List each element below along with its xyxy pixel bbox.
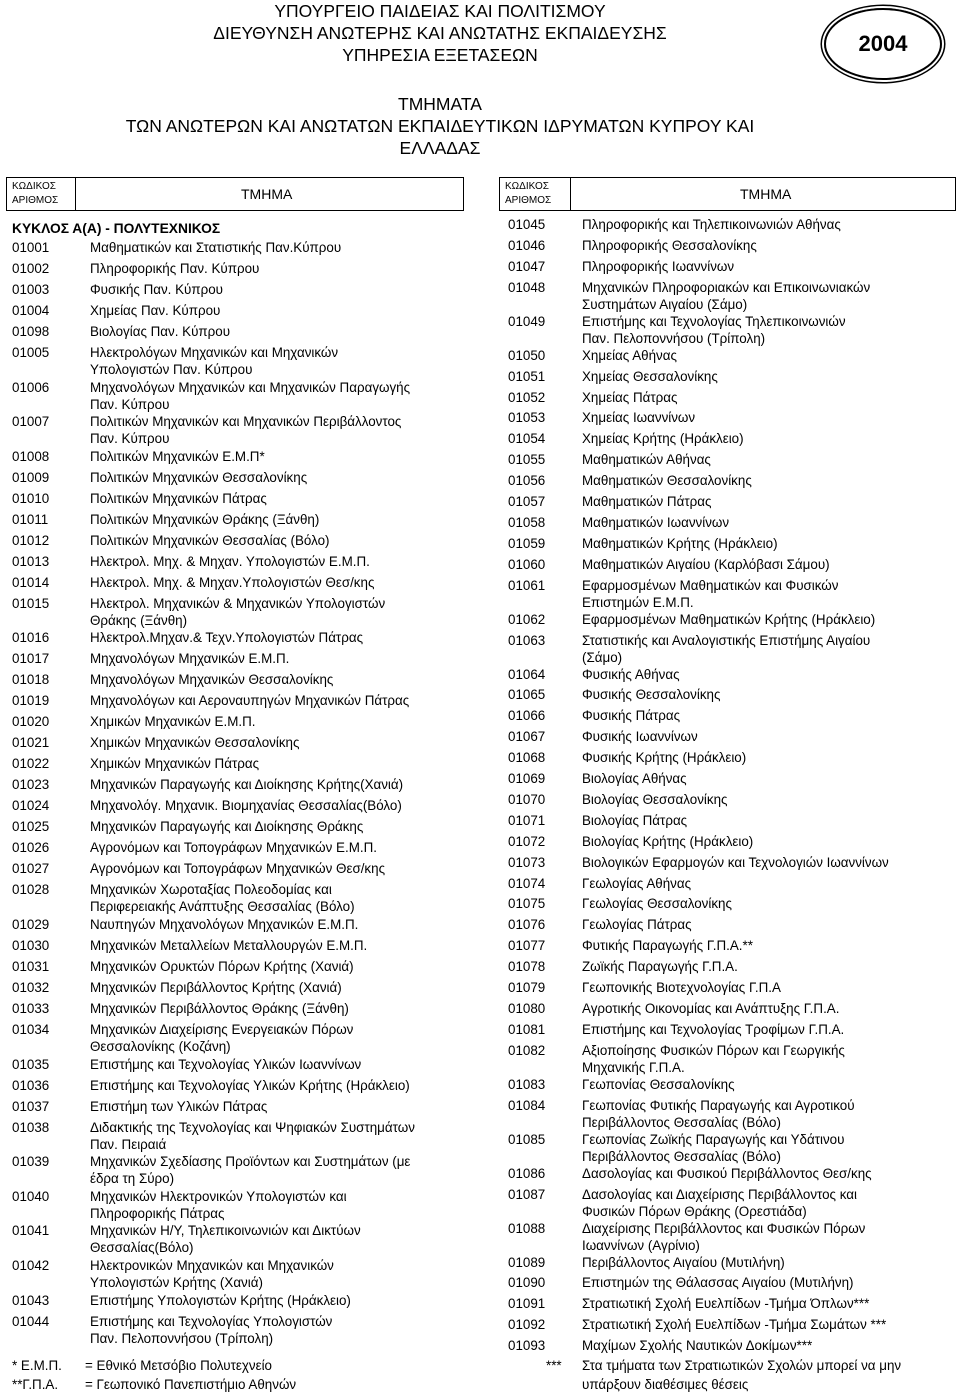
department-code: 01035 bbox=[12, 1056, 50, 1072]
department-code: 01079 bbox=[508, 980, 546, 995]
department-code: 01058 bbox=[508, 514, 546, 530]
department-name: Μηχανολόγ. Μηχανικ. Βιομηχανίας Θεσσαλίας(Βόλο) bbox=[90, 798, 402, 814]
department-name: Μηχανικών Πληροφοριακών και Επικοινωνιακών Συστημάτων Αιγαίου (Σάμο) bbox=[582, 279, 871, 312]
department-code: 01009 bbox=[12, 469, 50, 485]
service-line: ΥΠΗΡΕΣΙΑ ΕΞΕΤΑΣΕΩΝ bbox=[342, 45, 538, 65]
department-name: Γεωλογίας Θεσσαλονίκης bbox=[582, 896, 732, 912]
department-name: Αγρονόμων και Τοπογράφων Μηχανικών Ε.Μ.Π. bbox=[90, 840, 377, 856]
department-code: 01032 bbox=[12, 980, 50, 995]
department-name: Πολιτικών Μηχανικών και Μηχανικών Περιβάλλοντος Παν. Κύπρου bbox=[90, 414, 402, 447]
department-code: 01048 bbox=[508, 279, 546, 295]
department-name: Πληροφορικής Παν. Κύπρου bbox=[90, 261, 260, 276]
department-name: Βιολογίας Αθήνας bbox=[582, 771, 687, 786]
department-code: 01031 bbox=[12, 959, 50, 974]
department-name: Πολιτικών Μηχανικών Θράκης (Ξάνθη) bbox=[90, 511, 320, 527]
department-code: 01082 bbox=[508, 1042, 546, 1058]
department-name: Δασολογίας και Φυσικού Περιβάλλοντος Θεσ/κης bbox=[582, 1165, 872, 1181]
title-line-3: ΕΛΛΑΔΑΣ bbox=[399, 138, 481, 158]
department-name: Ηλεκτρολ. Μηχ. & Μηχαν. Υπολογιστών Ε.Μ.Π. bbox=[90, 553, 370, 569]
department-name: Πολιτικών Μηχανικών Πάτρας bbox=[90, 490, 267, 506]
department-code: 01059 bbox=[508, 535, 546, 551]
department-name: Πληροφορικής Θεσσαλονίκης bbox=[582, 237, 757, 253]
department-name: Χημείας Πάτρας bbox=[582, 389, 678, 405]
department-code: 01086 bbox=[508, 1165, 546, 1181]
department-code: 01002 bbox=[12, 261, 50, 276]
left-table-header bbox=[6, 177, 464, 211]
department-code: 01074 bbox=[508, 875, 546, 891]
department-name: Μηχανολόγων και Αεροναυπηγών Μηχανικών Πάτρας bbox=[90, 693, 410, 709]
department-code: 01060 bbox=[508, 556, 546, 572]
department-code: 01001 bbox=[12, 240, 50, 255]
department-name: Στρατιωτική Σχολή Ευελπίδων -Τμήμα Σωμάτων *** bbox=[582, 1317, 887, 1333]
department-code: 01011 bbox=[12, 511, 49, 527]
department-name: Μηχανικών Διαχείρισης Ενεργειακών Πόρων Θεσσαλονίκης (Κοζάνη) bbox=[90, 1022, 354, 1054]
department-code: 01016 bbox=[12, 630, 50, 646]
department-name: Ηλεκτρονικών Μηχανικών και Μηχανικών Υπολογιστών Κρήτης (Χανιά) bbox=[90, 1258, 334, 1290]
title-line-1: ΤΜΗΜΑΤΑ bbox=[398, 94, 482, 114]
department-code: 01040 bbox=[12, 1188, 50, 1204]
department-name: Χημικών Μηχανικών Θεσσαλονίκης bbox=[90, 735, 300, 751]
department-code: 01046 bbox=[508, 237, 546, 253]
department-name: Φυσικής Αθήνας bbox=[582, 666, 680, 682]
footnote-military-mark: *** bbox=[546, 1358, 562, 1373]
department-code: 01004 bbox=[12, 303, 50, 318]
department-name: Χημείας Αθήνας bbox=[582, 347, 677, 363]
department-name: Εφαρμοσμένων Μαθηματικών Κρήτης (Ηράκλειο) bbox=[582, 611, 876, 627]
department-code: 01091 bbox=[508, 1296, 546, 1312]
title-line-2: ΤΩΝ ΑΝΩΤΕΡΩΝ ΚΑΙ ΑΝΩΤΑΤΩΝ ΕΚΠΑΙΔΕΥΤΙΚΩΝ ΙΔΡΥΜΑΤΩΝ ΚΥΠΡΟΥ ΚΑΙ bbox=[125, 116, 755, 136]
department-code: 01052 bbox=[508, 389, 546, 405]
department-name: Μαθηματικών Ιωαννίνων bbox=[582, 514, 730, 530]
department-code: 01003 bbox=[12, 282, 50, 297]
department-name: Εφαρμοσμένων Μαθηματικών και Φυσικών Επιστημών Ε.Μ.Π. bbox=[582, 577, 839, 610]
department-code: 01025 bbox=[12, 819, 50, 835]
department-code: 01034 bbox=[12, 1022, 50, 1037]
department-name: Περιβάλλοντος Αιγαίου (Μυτιλήνη) bbox=[582, 1254, 785, 1270]
department-code: 01023 bbox=[12, 777, 50, 793]
department-code: 01053 bbox=[508, 410, 546, 426]
code-column-header: ΚΩΔΙΚΟΣ ΑΡΙΘΜΟΣ bbox=[505, 181, 552, 206]
department-code: 01070 bbox=[508, 791, 546, 807]
department-code: 01092 bbox=[508, 1317, 546, 1333]
department-code: 01019 bbox=[12, 693, 50, 709]
department-code: 01064 bbox=[508, 666, 546, 682]
department-name: Φυσικής Παν. Κύπρου bbox=[90, 282, 223, 297]
department-code: 01028 bbox=[12, 882, 50, 898]
department-code: 01080 bbox=[508, 1000, 546, 1016]
department-code: 01050 bbox=[508, 347, 546, 363]
department-name: Βιολογίας Πάτρας bbox=[582, 812, 688, 828]
department-name: Μηχανικών Σχεδίασης Προϊόντων και Συστημάτων (με έδρα τη Σύρο) bbox=[90, 1154, 411, 1187]
department-name: Χημείας Κρήτης (Ηράκλειο) bbox=[582, 431, 744, 447]
department-code: 01056 bbox=[508, 473, 546, 489]
department-name: Μηχανολόγων Μηχανικών Θεσσαλονίκης bbox=[90, 672, 334, 688]
directorate-line: ΔΙΕΥΘΥΝΣΗ ΑΝΩΤΕΡΗΣ ΚΑΙ ΑΝΩΤΑΤΗΣ ΕΚΠΑΙΔΕΥΣΗΣ bbox=[213, 23, 667, 43]
department-name: Γεωπονίας Θεσσαλονίκης bbox=[582, 1076, 735, 1092]
department-code: 01063 bbox=[508, 632, 546, 648]
department-name: Ηλεκτρολ.Μηχαν.& Τεχν.Υπολογιστών Πάτρας bbox=[90, 630, 364, 646]
department-name: Φυσικής Πάτρας bbox=[582, 708, 681, 724]
department-name: Μηχανικών Ηλεκτρονικών Υπολογιστών και Πληροφορικής Πάτρας bbox=[90, 1188, 347, 1221]
dept-column-header: ΤΜΗΜΑ bbox=[740, 186, 792, 202]
department-name: Φυτικής Παραγωγής Γ.Π.Α.** bbox=[582, 938, 753, 954]
department-name: Δασολογίας και Διαχείρισης Περιβάλλοντος και Φυσικών Πόρων Θράκης (Ορεστιάδα) bbox=[582, 1186, 857, 1219]
department-name: Γεωλογίας Αθήνας bbox=[582, 875, 692, 891]
department-name: Στατιστικής και Αναλογιστικής Επιστήμης Αιγαίου (Σάμο) bbox=[582, 632, 871, 665]
department-code: 01088 bbox=[508, 1220, 546, 1236]
department-code: 01065 bbox=[508, 687, 546, 703]
department-code: 01066 bbox=[508, 708, 546, 724]
department-name: Φυσικής Θεσσαλονίκης bbox=[582, 687, 721, 703]
department-name: Επιστημών της Θάλασσας Αιγαίου (Μυτιλήνη) bbox=[582, 1275, 854, 1291]
department-code: 01041 bbox=[12, 1223, 50, 1239]
department-name: Γεωπονίας Φυτικής Παραγωγής και Αγροτικού Περιβάλλοντος Θεσσαλίας (Βόλο) bbox=[582, 1097, 855, 1130]
department-name: Χημείας Θεσσαλονίκης bbox=[582, 368, 718, 384]
department-code: 01049 bbox=[508, 313, 546, 329]
department-name: Βιολογίας Θεσσαλονίκης bbox=[582, 791, 728, 807]
department-code: 01045 bbox=[508, 217, 546, 232]
department-code: 01018 bbox=[12, 672, 50, 688]
department-name: Χημείας Παν. Κύπρου bbox=[90, 303, 221, 318]
department-name: Βιολογικών Εφαρμογών και Τεχνολογιών Ιωαννίνων bbox=[582, 854, 889, 870]
department-name: Αξιοποίησης Φυσικών Πόρων και Γεωργικής Μηχανικής Γ.Π.Α. bbox=[582, 1042, 845, 1075]
department-code: 01010 bbox=[12, 490, 50, 506]
department-name: Μηχανικών Μεταλλείων Μεταλλουργών Ε.Μ.Π. bbox=[90, 938, 368, 953]
department-name: Μηχανικών Η/Υ, Τηλεπικοινωνιών και Δικτύων Θεσσαλίας(Βόλο) bbox=[90, 1223, 361, 1256]
department-name: Μηχανικών Παραγωγής και Διοίκησης Θράκης bbox=[90, 819, 364, 835]
department-name: Πληροφορικής και Τηλεπικοινωνιών Αθήνας bbox=[582, 217, 841, 232]
department-code: 01078 bbox=[508, 959, 546, 975]
department-name: Μαθηματικών Αθήνας bbox=[582, 452, 711, 468]
right-table-header bbox=[499, 177, 956, 211]
footnote-emp-text: = Εθνικό Μετσόβιο Πολυτεχνείο bbox=[85, 1358, 273, 1373]
year-badge: 2004 bbox=[824, 8, 942, 80]
department-name: Μαθηματικών Αιγαίου (Καρλόβασι Σάμου) bbox=[582, 556, 830, 572]
department-name: Επιστήμης Υπολογιστών Κρήτης (Ηράκλειο) bbox=[90, 1292, 351, 1308]
department-name: Ηλεκτρολόγων Μηχανικών και Μηχανικών Υπολογιστών Παν. Κύπρου bbox=[90, 345, 339, 377]
department-code: 01090 bbox=[508, 1275, 546, 1291]
department-code: 01069 bbox=[508, 771, 546, 786]
department-code: 01038 bbox=[12, 1119, 50, 1135]
department-name: Στρατιωτική Σχολή Ευελπίδων -Τμήμα Όπλων*** bbox=[582, 1296, 870, 1312]
department-name: Μηχανικών Περιβάλλοντος Κρήτης (Χανιά) bbox=[90, 980, 342, 995]
department-name: Ηλεκτρολ. Μηχ. & Μηχαν.Υπολογιστών Θεσ/κης bbox=[90, 574, 375, 590]
department-name: Πληροφορικής Ιωαννίνων bbox=[582, 258, 735, 274]
department-code: 01039 bbox=[12, 1154, 50, 1170]
ministry-line: ΥΠΟΥΡΓΕΙΟ ΠΑΙΔΕΙΑΣ ΚΑΙ ΠΟΛΙΤΙΣΜΟΥ bbox=[274, 1, 606, 21]
department-code: 01072 bbox=[508, 833, 546, 849]
footnote-emp: * Ε.Μ.Π. bbox=[12, 1358, 62, 1373]
department-name: Μαχίμων Σχολής Ναυτικών Δοκίμων*** bbox=[582, 1338, 813, 1354]
code-column-header: ΚΩΔΙΚΟΣ ΑΡΙΘΜΟΣ bbox=[12, 181, 59, 206]
department-code: 01037 bbox=[12, 1098, 50, 1114]
department-code: 01008 bbox=[12, 448, 50, 464]
department-name: Μαθηματικών Πάτρας bbox=[582, 494, 712, 509]
department-code: 01076 bbox=[508, 917, 546, 933]
department-name: Ναυπηγών Μηχανολόγων Μηχανικών Ε.Μ.Π. bbox=[90, 917, 359, 932]
department-code: 01027 bbox=[12, 861, 50, 877]
department-code: 01087 bbox=[508, 1186, 546, 1202]
department-code: 01081 bbox=[508, 1021, 546, 1037]
department-name: Αγρονόμων και Τοπογράφων Μηχανικών Θεσ/κης bbox=[90, 861, 386, 877]
department-name: Επιστήμη των Υλικών Πάτρας bbox=[90, 1098, 268, 1114]
department-name: Φυσικής Ιωαννίνων bbox=[582, 729, 698, 745]
department-name: Φυσικής Κρήτης (Ηράκλειο) bbox=[582, 750, 747, 766]
department-code: 01021 bbox=[12, 735, 50, 751]
department-code: 01015 bbox=[12, 595, 50, 611]
department-code: 01017 bbox=[12, 651, 50, 667]
department-code: 01014 bbox=[12, 574, 50, 590]
department-code: 01077 bbox=[508, 938, 546, 954]
department-code: 01043 bbox=[12, 1292, 50, 1308]
department-name: Επιστήμης και Τεχνολογίας Υλικών Κρήτης (Ηράκλειο) bbox=[90, 1077, 410, 1093]
department-code: 01007 bbox=[12, 414, 50, 430]
department-name: Μηχανικών Ορυκτών Πόρων Κρήτης (Χανιά) bbox=[90, 959, 354, 974]
department-code: 01093 bbox=[508, 1338, 546, 1354]
department-code: 01073 bbox=[508, 854, 546, 870]
department-code: 01030 bbox=[12, 938, 50, 953]
department-name: Γεωπονίας Ζωϊκής Παραγωγής και Υδάτινου Περιβάλλοντος Θεσσαλίας (Βόλο) bbox=[582, 1131, 845, 1164]
department-code: 01089 bbox=[508, 1254, 546, 1270]
department-name: Επιστήμης και Τεχνολογίας Υπολογιστών Παν. Πελοποννήσου (Τρίπολη) bbox=[90, 1313, 333, 1346]
department-code: 01006 bbox=[12, 379, 50, 395]
department-code: 01084 bbox=[508, 1097, 546, 1113]
department-code: 01071 bbox=[508, 812, 546, 828]
department-code: 01042 bbox=[12, 1258, 50, 1273]
footnote-military-line-2: υπάρξουν διαθέσιμες θέσεις bbox=[582, 1377, 749, 1392]
department-name: Διδακτικής της Τεχνολογίας και Ψηφιακών Συστημάτων Παν. Πειραιά bbox=[90, 1119, 415, 1152]
department-code: 01029 bbox=[12, 917, 50, 932]
department-code: 01054 bbox=[508, 431, 546, 447]
department-name: Πολιτικών Μηχανικών Ε.Μ.Π* bbox=[90, 448, 265, 464]
department-code: 01005 bbox=[12, 345, 50, 360]
department-code: 01024 bbox=[12, 798, 50, 814]
department-name: Γεωλογίας Πάτρας bbox=[582, 917, 692, 933]
department-name: Ζωϊκής Παραγωγής Γ.Π.Α. bbox=[582, 959, 738, 975]
department-name: Μηχανικών Χωροταξίας Πολεοδομίας και Περιφερειακής Ανάπτυξης Θεσσαλίας (Βόλο) bbox=[90, 882, 355, 915]
department-name: Γεωπονικής Βιοτεχνολογίας Γ.Π.Α bbox=[582, 980, 781, 995]
department-name: Χημικών Μηχανικών Ε.Μ.Π. bbox=[90, 714, 256, 730]
department-code: 01068 bbox=[508, 750, 546, 766]
department-name: Ηλεκτρολ. Μηχανικών & Μηχανικών Υπολογιστών Θράκης (Ξάνθη) bbox=[90, 595, 386, 628]
department-name: Αγροτικής Οικονομίας και Ανάπτυξης Γ.Π.Α. bbox=[582, 1000, 840, 1016]
department-code: 01067 bbox=[508, 729, 546, 745]
department-code: 01020 bbox=[12, 714, 50, 730]
department-name: Επιστήμης και Τεχνολογίας Υλικών Ιωαννίνων bbox=[90, 1056, 362, 1072]
department-code: 01044 bbox=[12, 1313, 50, 1329]
department-name: Βιολογίας Κρήτης (Ηράκλειο) bbox=[582, 833, 754, 849]
department-name: Μηχανικών Παραγωγής και Διοίκησης Κρήτης(Χανιά) bbox=[90, 777, 404, 793]
department-code: 01083 bbox=[508, 1076, 546, 1092]
department-code: 01055 bbox=[508, 452, 546, 468]
department-name: Μαθηματικών Κρήτης (Ηράκλειο) bbox=[582, 535, 778, 551]
department-code: 01026 bbox=[12, 840, 50, 856]
department-code: 01075 bbox=[508, 896, 546, 912]
department-code: 01062 bbox=[508, 611, 546, 627]
department-code: 01057 bbox=[508, 494, 546, 509]
department-code: 01051 bbox=[508, 368, 546, 384]
department-code: 01013 bbox=[12, 553, 50, 569]
department-name: Διαχείρισης Περιβάλλοντος και Φυσικών Πόρων Ιωαννίνων (Αγρίνιο) bbox=[582, 1220, 866, 1253]
footnote-military-line-1: Στα τμήματα των Στρατιωτικών Σχολών μπορεί να μην bbox=[582, 1358, 902, 1373]
department-code: 01036 bbox=[12, 1077, 50, 1093]
department-name: Πολιτικών Μηχανικών Θεσσαλίας (Βόλο) bbox=[90, 532, 330, 548]
department-name: Μηχανολόγων Μηχανικών και Μηχανικών Παραγωγής Παν. Κύπρου bbox=[90, 379, 411, 412]
department-code: 01098 bbox=[12, 324, 50, 339]
department-code: 01033 bbox=[12, 1001, 50, 1016]
footnote-gpa: **Γ.Π.Α. bbox=[12, 1377, 59, 1392]
dept-column-header: ΤΜΗΜΑ bbox=[241, 186, 293, 202]
department-name: Βιολογίας Παν. Κύπρου bbox=[90, 324, 231, 339]
department-name: Μαθηματικών Θεσσαλονίκης bbox=[582, 473, 752, 489]
department-name: Μηχανικών Περιβάλλοντος Θράκης (Ξάνθη) bbox=[90, 1001, 349, 1016]
department-name: Πολιτικών Μηχανικών Θεσσαλονίκης bbox=[90, 469, 308, 485]
department-name: Επιστήμης και Τεχνολογίας Τροφίμων Γ.Π.Α. bbox=[582, 1021, 845, 1037]
department-code: 01022 bbox=[12, 756, 50, 772]
department-code: 01012 bbox=[12, 532, 50, 548]
department-name: Μαθηματικών και Στατιστικής Παν.Κύπρου bbox=[90, 240, 342, 255]
department-code: 01061 bbox=[508, 577, 546, 593]
department-name: Χημικών Μηχανικών Πάτρας bbox=[90, 756, 260, 772]
department-name: Επιστήμης και Τεχνολογίας Τηλεπικοινωνιών Παν. Πελοποννήσου (Τρίπολη) bbox=[582, 313, 846, 346]
department-name: Χημείας Ιωαννίνων bbox=[582, 410, 696, 426]
department-code: 01085 bbox=[508, 1131, 546, 1147]
department-name: Μηχανολόγων Μηχανικών Ε.Μ.Π. bbox=[90, 651, 290, 667]
section-title: ΚΥΚΛΟΣ Α(Α) - ΠΟΛΥΤΕΧΝΙΚΟΣ bbox=[12, 221, 221, 236]
footnote-gpa-text: = Γεωπονικό Πανεπιστήμιο Αθηνών bbox=[85, 1377, 297, 1392]
department-code: 01047 bbox=[508, 258, 546, 274]
